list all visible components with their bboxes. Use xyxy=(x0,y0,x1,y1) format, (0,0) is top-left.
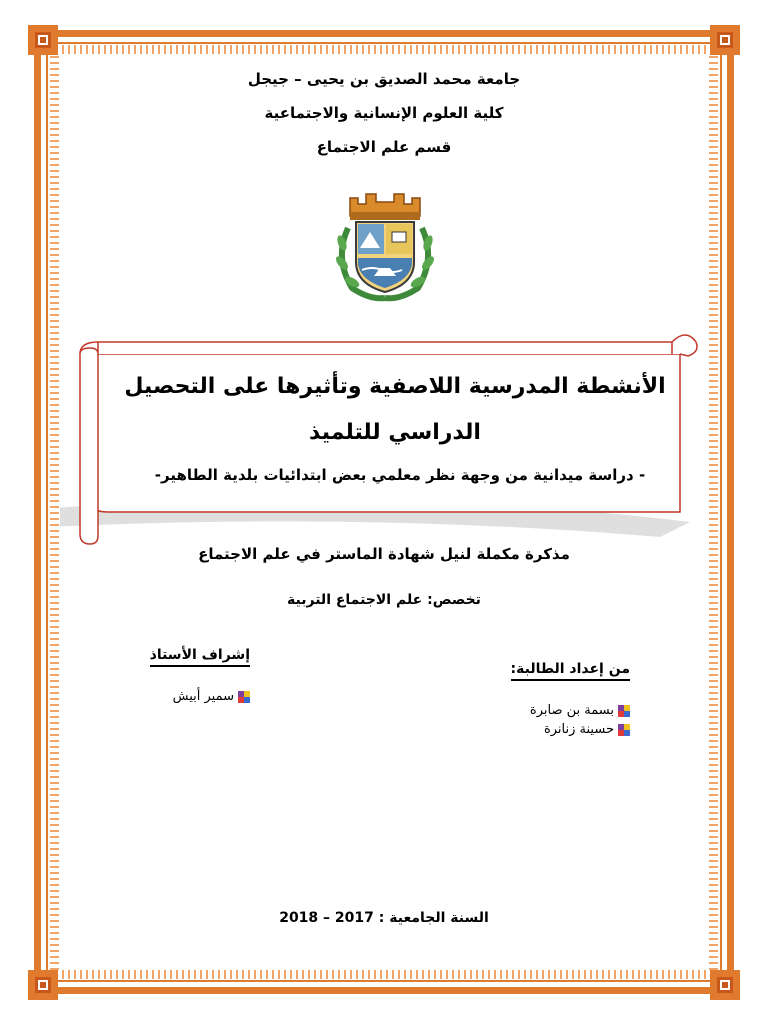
student-item xyxy=(470,722,630,737)
university-name: جامعة محمد الصديق بن يحيى – جيجل xyxy=(247,70,521,88)
faculty-name: كلية العلوم الإنسانية والاجتماعية xyxy=(264,104,504,122)
bullet-icon xyxy=(238,691,250,703)
professor-name: سمير أبيش xyxy=(172,689,234,704)
student-name: بسمة بن صابرة xyxy=(529,703,614,718)
frame-band-bottom xyxy=(50,970,718,979)
supervision-heading: إشراف الأستاذ xyxy=(150,647,250,667)
professor-item xyxy=(120,689,250,704)
student-item xyxy=(470,703,630,718)
thesis-title-line2: الدراسي للتلميذ xyxy=(309,420,481,445)
specialty: تخصص: علم الاجتماع التربية xyxy=(287,592,481,608)
bullet-icon xyxy=(618,724,630,736)
student-name: حسينة زنانرة xyxy=(543,722,614,737)
academic-year: السنة الجامعية : 2017 – 2018 xyxy=(279,910,489,926)
supervision-section xyxy=(120,644,250,704)
frame-corner-top-left xyxy=(28,25,58,55)
bullet-icon xyxy=(618,705,630,717)
frame-band-left xyxy=(50,54,59,970)
prepared-by-section xyxy=(470,658,630,737)
thesis-subtitle: - دراسة ميدانية من وجهة نظر معلمي بعض ابتدائيات بلدية الطاهير- xyxy=(154,466,646,484)
frame-band-top xyxy=(50,45,718,54)
emblem-icon xyxy=(330,188,440,303)
department-name: قسم علم الاجتماع xyxy=(316,138,452,156)
prepared-by-heading: من إعداد الطالبة: xyxy=(511,661,630,681)
thesis-title-line1: الأنشطة المدرسية اللاصفية وتأثيرها على التحصيل xyxy=(124,374,666,399)
frame-corner-bottom-right xyxy=(710,970,740,1000)
frame-corner-bottom-left xyxy=(28,970,58,1000)
memo-description: مذكرة مكملة لنيل شهادة الماستر في علم الاجتماع xyxy=(198,545,570,563)
frame-corner-top-right xyxy=(710,25,740,55)
